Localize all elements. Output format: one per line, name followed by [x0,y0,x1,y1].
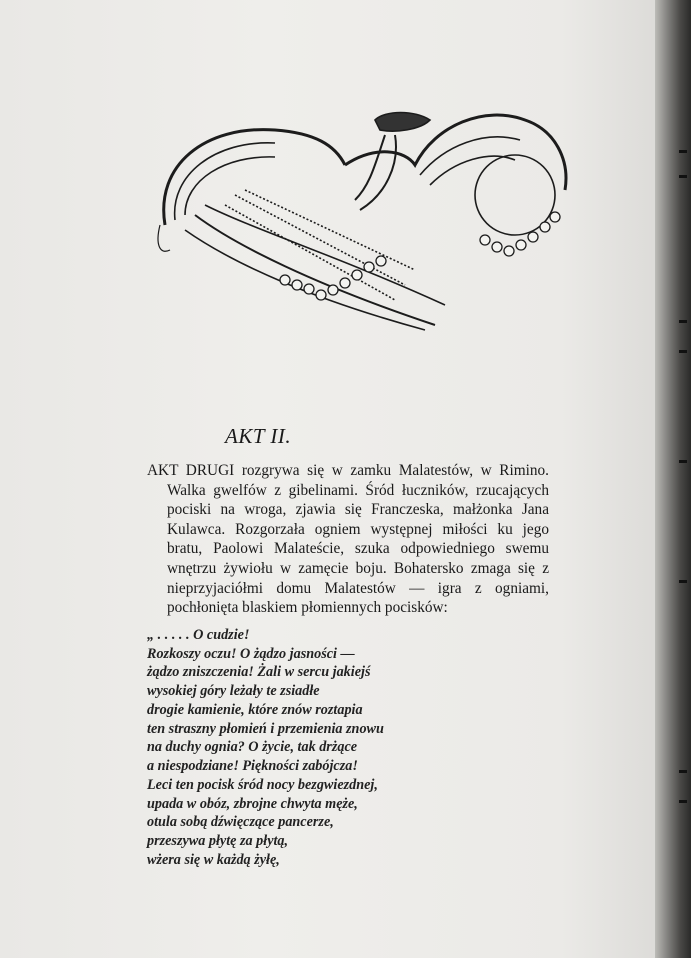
poem-excerpt [147,626,549,870]
poem-line: Leci ten pocisk śród nocy bezgwiezdnej, [147,776,378,793]
poem-line: Rozkoszy oczu! O żądzo jasności — [147,645,355,662]
poem-line: wysokiej góry leżały te zsiadłe [147,683,320,699]
poem-line: „ . . . . . O cudzie! [147,626,250,643]
poem-line: drogie kamienie, które znów roztapia [147,701,363,718]
poem-line: na duchy ognia? O życie, tak drżące [147,739,358,756]
poem-line: otula sobą dźwięczące pancerze, [147,814,334,831]
firebird-illustration [145,105,575,335]
act-summary-paragraph: AKT DRUGI rozgrywa się w zamku Malatestów, w Rimino. Walka gwelfów z gibelinami. Śród łuczników, rzucających pociski na wroga, zjawia się Franczeska, małżonka Jana Kulawca. Rozgorzała ogniem występnej miłości ku jego bratu, Paolowi Malateście, szuka odpowiedniego swemu wnętrzu żywiołu w zamęcie boju. Bohatersko zmaga się z nieprzyjaciółmi domu Malatestów — igra z ogniami, pochłonięta blaskiem płomiennych pocisków: [147,462,549,617]
poem-line: żądzo zniszczenia! Żali w sercu jakiejś [147,664,371,681]
poem-line: upada w obóz, zbrojne chwyta męże, [147,795,358,812]
poem-line: a niespodziane! Piękności zabójcza! [147,758,358,774]
poem-line: wżera się w każdą żyłę, [147,851,280,868]
text-body [147,461,549,870]
poem-line: przeszywa płytę za płytą, [147,833,289,849]
act-heading: AKT II. [225,424,292,448]
poem-line: ten straszny płomień i przemienia znowu [147,720,384,737]
book-spine-shadow [655,0,691,958]
